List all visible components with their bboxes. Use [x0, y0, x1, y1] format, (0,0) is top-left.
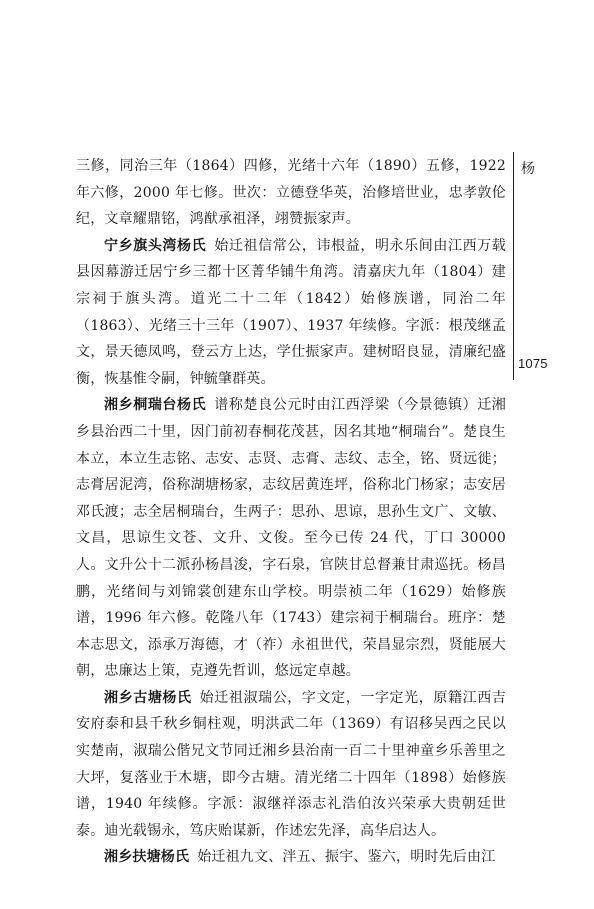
paragraph-text: 始迁祖九文、泮五、振宇、鉴六，明时先后由江 — [197, 849, 496, 866]
paragraph-xiangxiang-gutang — [76, 685, 506, 845]
paragraph-text: 始迁祖淑瑞公，字文定，一字定光，原籍江西吉安府泰和县千秋乡铜柱观，明洪武二年（1369）有诏移吴西之民以实楚南，淑瑞公偕兄文节同迁湘乡县治南一百二十里神童乡乐善里之大坪，复落业于木塘，即今古塘。清光绪二十四年（1898）始修族谱，1940 年续修。字派：淑继祥添志礼浩伯汝兴荣承大贵朝廷世泰。迪光载锡永，笃庆贻谋新，作述宏先泽，高华启达人。 — [76, 689, 507, 839]
paragraph-text: 三修，同治三年（1864）四修，光绪十六年（1890）五修，1922 年六修，2000 年七修。世次：立德登华英，治修培世业，忠孝敦伦纪，文章耀鼎铭，鸿猷承祖泽，翊赞振家声。 — [76, 158, 506, 228]
clan-heading: 湘乡扶塘杨氏 — [104, 849, 190, 866]
page-text-body — [76, 153, 506, 871]
paragraph-xiangxiang-tongruitai — [76, 392, 506, 685]
page-number: 1075 — [518, 356, 548, 371]
margin-divider-line — [513, 152, 514, 380]
clan-heading: 湘乡桐瑞台杨氏 — [104, 397, 207, 414]
clan-heading: 宁乡旗头湾杨氏 — [104, 237, 207, 254]
paragraph-yang-continued — [76, 153, 506, 233]
paragraph-text: 始迁祖信常公，讳根益，明永乐间由江西万载县因幕游迁居宁乡三都十区菁华铺牛角湾。清嘉庆九年（1804）建宗祠于旗头湾。道光二十二年（1842）始修族谱，同治二年（1863）、光绪三十三年（1907）、1937 年续修。字派：根茂继孟文，景天德凤鸣，登云方上达，学仕振家声。建树昭良显，清廉纪盛衡，恢基惟令嗣，钟毓肇群英。 — [76, 237, 507, 387]
clan-heading: 湘乡古塘杨氏 — [104, 689, 192, 706]
paragraph-ningxiang-qitouwan — [76, 233, 506, 393]
paragraph-xiangxiang-futang — [76, 844, 506, 871]
side-section-label: 杨 — [521, 161, 535, 177]
paragraph-text: 谱称楚良公元时由江西浮梁（今景德镇）迁湘乡县治西二十里，因门前初春桐花茂甚，因名其地“桐瑞台”。楚良生本立，本立生志铭、志安、志贤、志膏、志纹、志全，铭、贤远徙；志膏居泥湾，俗称湖塘杨家，志纹居黄连坪，俗称北门杨家；志安居邓氏渡；志全居桐瑞台，生两子：思孙、思谅，思孙生文广、文敏、文昌，思谅生文苍、文升、文俊。至今已传 24 代，丁口 30000 人。文升公十二派孙杨昌浚，字石泉，官陕甘总督兼甘肃巡抚。杨昌鹏，光绪间与刘锦裳创建东山学校。明崇祯二年（1629）始修族谱，1996 年六修。乾隆八年（1743）建宗祠于桐瑞台。班序：楚本志思文，添承万海德，才（祚）永祖世代，荣昌显宗烈，贤能展大朝，忠廉达上策，克遵先哲训，悠远定卓越。 — [76, 397, 507, 680]
